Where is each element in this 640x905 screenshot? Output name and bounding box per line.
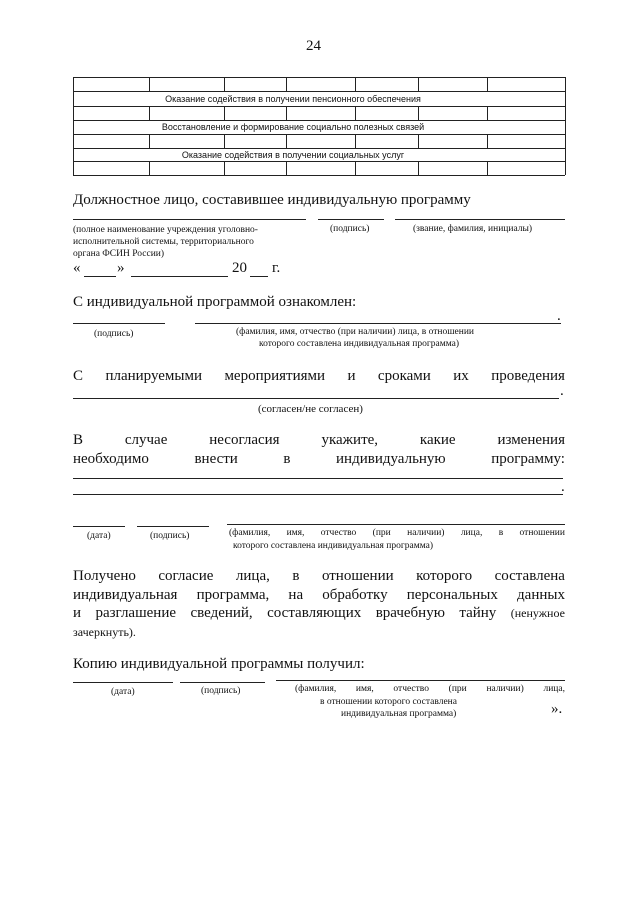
table-row-label: Оказание содействия в получении социальных услуг <box>181 150 405 160</box>
institution-caption: исполнительной системы, территориального <box>73 237 254 247</box>
name-caption: в отношении которого составлена <box>320 697 457 707</box>
acquainted-heading: С индивидуальной программой ознакомлен: <box>73 294 357 310</box>
consent-line-4: зачеркнуть). <box>73 625 136 639</box>
name-caption: (фамилия, имя, отчество (при наличии) лица, <box>295 684 565 694</box>
name-caption: (фамилия, имя, отчество (при наличии) лица, в отношении <box>229 528 565 538</box>
page-number: 24 <box>306 38 321 54</box>
name-caption: индивидуальная программа) <box>341 709 457 719</box>
agreement-text: С планируемыми мероприятиями и сроками их проведения <box>73 368 565 384</box>
signature-caption: (подпись) <box>150 531 190 541</box>
name-caption: (фамилия, имя, отчество (при наличии) лица, в отношении <box>236 327 474 337</box>
consent-line-2: индивидуальная программа, на обработку персональных данных <box>73 587 565 603</box>
signature-caption: (подпись) <box>201 686 241 696</box>
name-caption: которого составлена индивидуальная программа) <box>259 339 460 349</box>
rank-caption: (звание, фамилия, инициалы) <box>413 224 533 234</box>
institution-caption: (полное наименование учреждения уголовно- <box>73 225 258 235</box>
consent-line-3: и разглашение сведений, составляющих врачебную тайну (ненужное <box>73 605 565 621</box>
table-row-label: Восстановление и формирование социально полезных связей <box>161 122 425 132</box>
closing-quote: ». <box>551 701 563 717</box>
consent-line-1: Получено согласие лица, в отношении которого составлена <box>73 568 565 584</box>
date-caption: (дата) <box>111 687 135 697</box>
disagreement-line-1: В случае несогласия укажите, какие изменения <box>73 432 565 448</box>
disagreement-line-2: необходимо внести в индивидуальную программу: <box>73 451 565 467</box>
institution-caption: органа ФСИН России) <box>73 249 165 259</box>
agreement-caption: (согласен/не согласен) <box>258 403 363 415</box>
copy-heading: Копию индивидуальной программы получил: <box>73 656 365 672</box>
signature-caption: (подпись) <box>94 329 134 339</box>
name-caption: которого составлена индивидуальная программа) <box>233 541 434 551</box>
official-heading: Должностное лицо, составившее индивидуальную программу <box>73 192 471 208</box>
table-row-label: Оказание содействия в получении пенсионного обеспечения <box>165 94 421 104</box>
signature-caption: (подпись) <box>330 224 370 234</box>
date-caption: (дата) <box>87 531 111 541</box>
